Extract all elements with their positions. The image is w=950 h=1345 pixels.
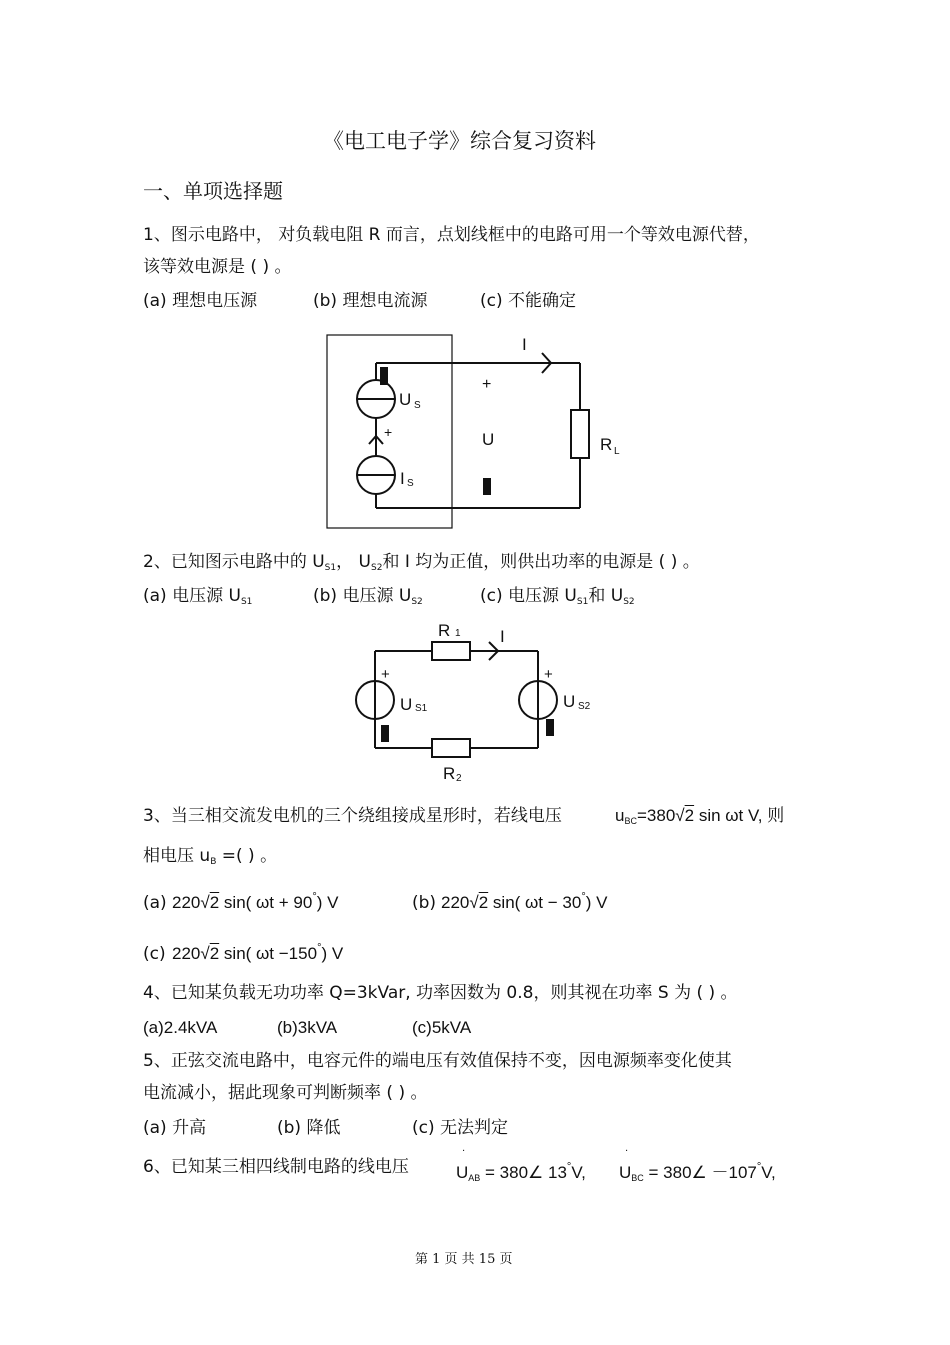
q2-label-us2: U: [563, 692, 576, 711]
q6-ubc-symbol: U: [619, 1163, 632, 1182]
q6-ubc-value: = 380∠ －107: [643, 1163, 757, 1182]
page-footer: 第 1 页 共 15 页: [415, 1252, 513, 1267]
q1-label-us-sub: S: [414, 400, 421, 411]
q2-label-plus-right: +: [544, 666, 553, 683]
q6-phasor-ubc: [619, 1157, 776, 1188]
q3-option-b-end: ) V: [585, 893, 608, 912]
q2-label-r2-sub: 2: [456, 773, 462, 784]
q1-line2: 该等效电源是 ( ) 。: [143, 257, 292, 277]
q3-option-a-sqrt-icon: √: [200, 893, 210, 912]
q3-option-c-sqrt-icon: √: [200, 944, 210, 963]
q4-option-a: (a)2.4kVA: [143, 1018, 218, 1037]
q6-phasor-uab: [456, 1157, 586, 1188]
q2-option-c-sub: S1: [576, 597, 589, 607]
q3-line1-formula: [615, 806, 784, 831]
q3-option-b-amp: 220: [441, 893, 470, 912]
q3-option-b: [441, 887, 607, 913]
q2-label-r1-sub: 1: [455, 628, 461, 639]
q2-text-b: ， U: [336, 552, 371, 572]
q1-label-i: I: [522, 335, 527, 354]
q3-option-c-rest: sin( ωt −150: [223, 944, 318, 963]
q1-label-rl-sub: L: [614, 446, 620, 457]
q1-option-a: (a) 理想电压源: [143, 291, 258, 311]
q3-option-a-rest: sin( ωt + 90: [223, 893, 313, 912]
q6-ubc-sub: BC: [631, 1173, 644, 1183]
q6-uab-sub: AB: [468, 1173, 481, 1183]
q3-option-b-sqrt-icon: √: [469, 893, 479, 912]
q3-option-c-label: (c): [143, 944, 166, 964]
q2-label-i: I: [500, 627, 505, 646]
q1-label-plus-mid: +: [384, 424, 393, 440]
q3-sqrt-icon: √: [675, 806, 685, 825]
q2-option-a-text: (a) 电压源 U: [143, 586, 241, 606]
q6-uab-unit: V,: [571, 1163, 586, 1182]
q1-label-rl: R: [600, 435, 613, 454]
q2-line: [143, 552, 700, 578]
q3-line2: [143, 846, 277, 872]
q5-line1: 5、正弦交流电路中，电容元件的端电压有效值保持不变，因电源频率变化使其: [143, 1051, 732, 1071]
q6-uab-symbol: U: [456, 1163, 469, 1182]
q6-line: 6、已知某三相四线制电路的线电压: [143, 1157, 409, 1177]
q3-line2-sub: B: [210, 857, 217, 867]
q3-option-b-rad: 2: [478, 893, 489, 912]
q1-label-is: I: [400, 469, 405, 488]
q6-ubc-deg: °: [756, 1161, 762, 1173]
q3-formula-u: u: [615, 806, 625, 825]
q2-option-a: [143, 586, 252, 612]
q3-line1-text: 3、当三相交流发电机的三个绕组接成星形时，若线电压: [143, 806, 562, 826]
q3-formula-u-sub: BC: [624, 816, 637, 826]
document-title: 《电工电子学》综合复习资料: [323, 129, 596, 153]
q3-option-a-amp: 220: [172, 893, 201, 912]
q3-line2-end: =( ) 。: [216, 846, 278, 866]
q2-option-a-sub: S1: [240, 597, 253, 607]
q1-label-u: U: [482, 430, 495, 449]
q3-formula-amp: =380: [636, 806, 676, 825]
q2-current-arrow: [489, 642, 498, 660]
q2-option-c-text: (c) 电压源 U: [480, 586, 577, 606]
q1-current-arrow: [542, 353, 551, 373]
q3-option-c: [172, 938, 343, 964]
q4-option-b: (b)3kVA: [277, 1018, 338, 1037]
q2-label-us1: U: [400, 695, 413, 714]
q6-phasor-dot-1: ·: [462, 1146, 466, 1157]
q3-option-b-deg: °: [581, 891, 586, 903]
q2-text-a: 2、已知图示电路中的 U: [143, 552, 325, 572]
q5-line2: 电流减小，据此现象可判断频率 ( ) 。: [143, 1083, 428, 1103]
section-heading: 一、单项选择题: [143, 179, 283, 203]
q3-formula-rad: 2: [684, 806, 695, 825]
q6-uab-deg: °: [566, 1161, 572, 1173]
q3-line1: [143, 806, 562, 826]
q2-option-c-sub2: S2: [623, 597, 635, 607]
q3-option-b-label: (b): [412, 893, 437, 913]
q2-voltage-source-us1: [356, 681, 394, 719]
q3-option-c-rad: 2: [209, 944, 220, 963]
q2-label-plus-left: +: [381, 666, 390, 683]
q3-formula-rest: sin ωt V, 则: [698, 806, 785, 825]
q3-option-a: [172, 887, 338, 913]
q3-option-c-end: ) V: [321, 944, 344, 963]
q2-voltage-source-us2: [519, 681, 557, 719]
q1-dashed-box: [327, 335, 452, 528]
q3-option-a-rad: 2: [209, 893, 220, 912]
q3-option-a-end: ) V: [316, 893, 339, 912]
q1-option-b: (b) 理想电流源: [313, 291, 428, 311]
q4-line: 4、已知某负载无功功率 Q=3kVar, 功率因数为 0.8，则其视在功率 S 为 ( ) 。: [143, 983, 738, 1003]
q1-label-is-sub: S: [407, 478, 414, 489]
q2-text-c: 和 I 均为正值，则供出功率的电源是 ( ) 。: [382, 552, 700, 572]
q3-line2-text: 相电压 u: [143, 846, 211, 866]
q2-label-us2-sub: S2: [578, 701, 591, 712]
q2-resistor-r1: [432, 642, 470, 660]
q1-resistor-rl: [571, 410, 589, 458]
q1-label-us: U: [399, 390, 412, 409]
q4-option-c: (c)5kVA: [412, 1018, 472, 1037]
q2-label-us1-sub: S1: [415, 703, 428, 714]
q5-option-a: (a) 升高: [143, 1118, 207, 1138]
q5-option-b: (b) 降低: [277, 1118, 341, 1138]
q6-phasor-dot-2: ·: [625, 1146, 629, 1157]
q2-option-c-text2: 和 U: [588, 586, 624, 606]
q3-option-a-deg: °: [312, 891, 317, 903]
q6-ubc-unit: V,: [761, 1163, 776, 1182]
q2-text-b-sub: S2: [370, 563, 383, 573]
q1-option-c: (c) 不能确定: [480, 291, 577, 311]
q1-current-source-is: [357, 456, 395, 494]
q3-option-b-rest: sin( ωt − 30: [492, 893, 582, 912]
q1-label-plus-top: +: [482, 376, 492, 393]
q2-text-a-sub: S1: [324, 563, 337, 573]
q2-resistor-r2: [432, 739, 470, 757]
q2-option-b-sub: S2: [411, 597, 423, 607]
q2-option-b-text: (b) 电压源 U: [313, 586, 412, 606]
q5-option-c: (c) 无法判定: [412, 1118, 509, 1138]
q2-label-r2: R: [443, 764, 456, 783]
q6-uab-value: = 380∠ 13: [480, 1163, 567, 1182]
q3-option-c-amp: 220: [172, 944, 201, 963]
q2-option-c: [480, 586, 635, 612]
q3-option-c-deg: °: [317, 942, 322, 954]
q3-option-a-label: (a): [143, 893, 167, 913]
q2-option-b: [313, 586, 423, 612]
q1-line1: 1、图示电路中， 对负载电阻 R 而言，点划线框中的电路可用一个等效电源代替，: [143, 225, 760, 245]
q2-label-r1: R: [438, 621, 451, 640]
q1-voltage-source-us: [357, 380, 395, 418]
